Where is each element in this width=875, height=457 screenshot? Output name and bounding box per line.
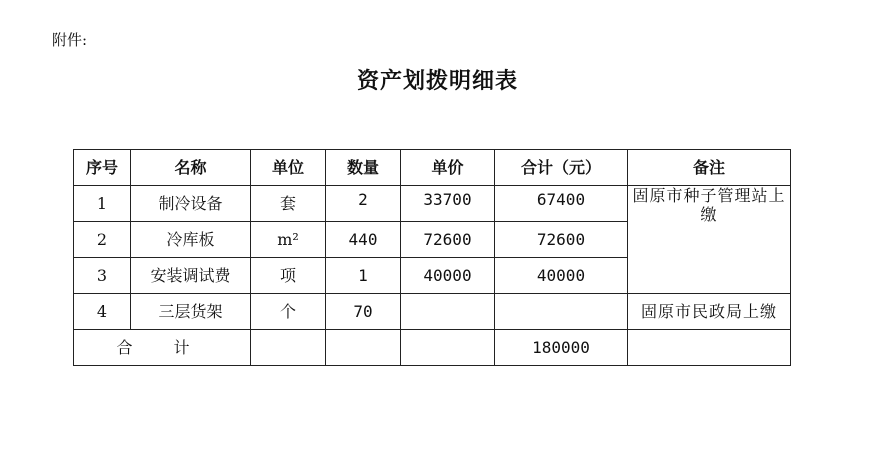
row-unit-price-value: 33700 xyxy=(423,189,472,209)
header-total: 合计（元） xyxy=(495,150,628,186)
asset-transfer-table xyxy=(73,149,791,366)
header-quantity: 数量 xyxy=(326,150,401,186)
attachment-label: 附件: xyxy=(52,31,88,49)
document-title: 资产划拨明细表 xyxy=(356,68,518,94)
row-unit: 项 xyxy=(251,258,326,294)
total-empty-cell xyxy=(628,330,791,366)
table-row xyxy=(74,294,791,330)
header-remarks: 备注 xyxy=(628,150,791,186)
row-total-value: 67400 xyxy=(536,189,586,209)
row-total: 40000 xyxy=(495,258,628,294)
row-quantity: 440 xyxy=(326,222,401,258)
total-label: 合 计 xyxy=(74,330,251,366)
row-unit-price xyxy=(401,294,495,330)
row-index: 4 xyxy=(74,294,131,330)
row-unit: m² xyxy=(251,222,326,258)
row-total xyxy=(495,186,628,222)
row-index: 2 xyxy=(74,222,131,258)
total-empty-cell xyxy=(326,330,401,366)
row-quantity: 70 xyxy=(326,294,401,330)
row-item-name: 冷库板 xyxy=(131,222,251,258)
row-item-name: 安装调试费 xyxy=(131,258,251,294)
row-quantity-value: 2 xyxy=(358,189,368,209)
row-quantity: 1 xyxy=(326,258,401,294)
row-remark-civil-affairs: 固原市民政局上缴 xyxy=(628,294,791,330)
row-total xyxy=(495,294,628,330)
total-empty-cell xyxy=(251,330,326,366)
row-quantity xyxy=(326,186,401,222)
row-unit-price: 40000 xyxy=(401,258,495,294)
row-remark-seed-station: 固原市种子管理站上缴 xyxy=(628,186,791,294)
row-unit: 个 xyxy=(251,294,326,330)
header-unit-price: 单价 xyxy=(401,150,495,186)
row-index: 3 xyxy=(74,258,131,294)
table-total-row xyxy=(74,330,791,366)
table-header-row xyxy=(74,150,791,186)
table-row xyxy=(74,186,791,222)
row-unit: 套 xyxy=(251,186,326,222)
grand-total: 180000 xyxy=(495,330,628,366)
row-index: 1 xyxy=(74,186,131,222)
row-total: 72600 xyxy=(495,222,628,258)
row-unit-price: 72600 xyxy=(401,222,495,258)
row-item-name: 三层货架 xyxy=(131,294,251,330)
header-name: 名称 xyxy=(131,150,251,186)
row-unit-price xyxy=(401,186,495,222)
total-empty-cell xyxy=(401,330,495,366)
header-index: 序号 xyxy=(74,150,131,186)
header-unit: 单位 xyxy=(251,150,326,186)
row-item-name: 制冷设备 xyxy=(131,186,251,222)
